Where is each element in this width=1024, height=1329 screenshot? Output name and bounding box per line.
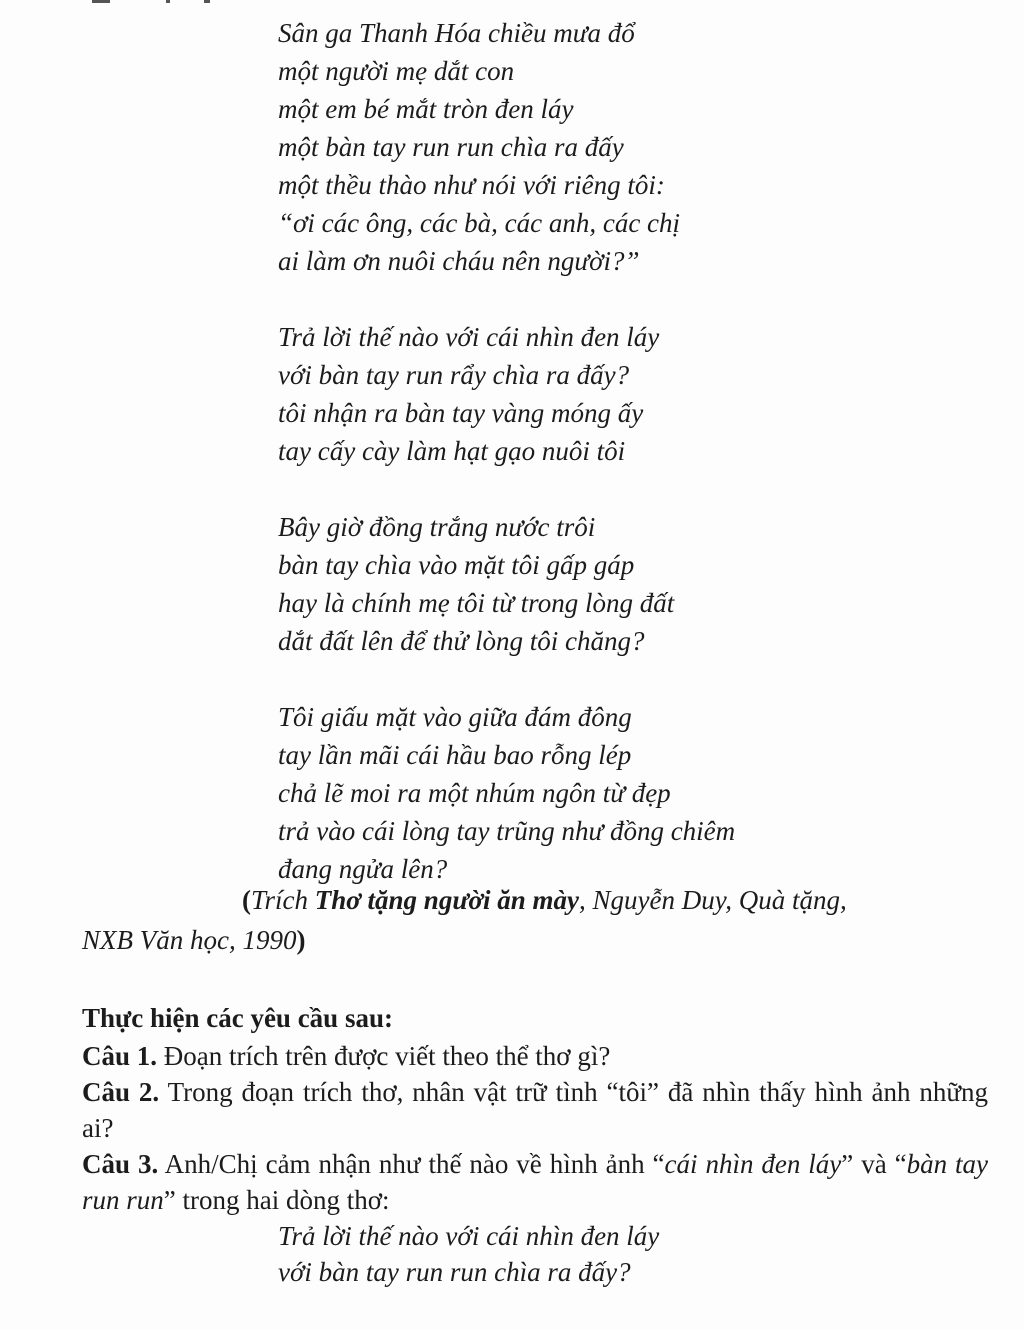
poem-stanza-3 — [278, 508, 998, 660]
citation-prefix: Trích — [251, 885, 315, 915]
poem-line: Trả lời thế nào với cái nhìn đen láy — [278, 322, 660, 352]
source-citation — [82, 880, 1002, 960]
question-1 — [82, 1038, 988, 1074]
quoted-verse-line: với bàn tay run run chìa ra đấy? — [278, 1257, 631, 1287]
question-3 — [82, 1146, 988, 1218]
poem-line: Bây giờ đồng trắng nước trôi — [278, 512, 596, 542]
poem-line: hay là chính mẹ tôi từ trong lòng đất — [278, 588, 675, 618]
question-3-quote-1: cái nhìn đen láy — [664, 1149, 842, 1179]
poem-line: chả lẽ moi ra một nhúm ngôn từ đẹp — [278, 778, 671, 808]
poem-line: một thều thào như nói với riêng tôi: — [278, 170, 665, 200]
poem-line: Sân ga Thanh Hóa chiều mưa đổ — [278, 18, 635, 48]
poem-line: đang ngửa lên? — [278, 854, 448, 884]
poem-line: một em bé mắt tròn đen láy — [278, 94, 574, 124]
cropped-text-fragment — [166, 0, 170, 3]
question-3-text: Anh/Chị cảm nhận như thế nào về hình ảnh “ — [158, 1149, 665, 1179]
poem-line: trả vào cái lòng tay trũng như đồng chiêm — [278, 816, 736, 846]
poem-line: tay cấy cày làm hạt gạo nuôi tôi — [278, 436, 626, 466]
poem-stanza-4 — [278, 698, 998, 888]
question-3-quote-2: bàn tay run run — [82, 1149, 989, 1215]
question-2-label: Câu 2. — [82, 1077, 160, 1107]
poem-line: một bàn tay run run chìa ra đấy — [278, 132, 624, 162]
question-3-text: ” và “ — [841, 1149, 907, 1179]
question-1-text: Đoạn trích trên được viết theo thể thơ gì? — [157, 1041, 611, 1071]
citation-close-paren: ) — [296, 925, 306, 955]
citation-publisher: NXB Văn học, 1990 — [82, 925, 297, 955]
question-2-text: Trong đoạn trích thơ, nhân vật trữ tình “tôi” đã nhìn thấy hình ảnh những ai? — [82, 1077, 989, 1143]
question-2 — [82, 1074, 988, 1146]
poem-line: tay lần mãi cái hầu bao rỗng lép — [278, 740, 632, 770]
poem-line: “ơi các ông, các bà, các anh, các chị — [278, 208, 681, 238]
poem-line: ai làm ơn nuôi cháu nên người?” — [278, 246, 640, 276]
poem-stanza-2 — [278, 318, 998, 470]
poem-line: một người mẹ dắt con — [278, 56, 515, 86]
cropped-text-fragment — [92, 0, 110, 3]
cropped-text-fragment — [204, 0, 210, 3]
questions-section — [82, 1000, 988, 1290]
poem-line: Tôi giấu mặt vào giữa đám đông — [278, 702, 632, 732]
poem-line: bàn tay chìa vào mặt tôi gấp gáp — [278, 550, 635, 580]
citation-work-title: Thơ tặng người ăn mày — [314, 885, 579, 915]
poem-line: dắt đất lên để thử lòng tôi chăng? — [278, 626, 645, 656]
poem-excerpt — [278, 14, 998, 888]
questions-heading: Thực hiện các yêu cầu sau: — [82, 1003, 393, 1033]
citation-open-paren: ( — [242, 885, 251, 915]
question-1-label: Câu 1. — [82, 1041, 158, 1071]
poem-line: tôi nhận ra bàn tay vàng móng ấy — [278, 398, 644, 428]
question-3-quoted-verses — [278, 1218, 988, 1290]
quoted-verse-line: Trả lời thế nào với cái nhìn đen láy — [278, 1221, 660, 1251]
question-3-label: Câu 3. — [82, 1149, 159, 1179]
poem-line: với bàn tay run rẩy chìa ra đấy? — [278, 360, 630, 390]
question-3-text: ” trong hai dòng thơ: — [163, 1185, 390, 1215]
poem-stanza-1 — [278, 14, 998, 280]
citation-author-collection: , Nguyễn Duy, Quà tặng, — [578, 885, 847, 915]
